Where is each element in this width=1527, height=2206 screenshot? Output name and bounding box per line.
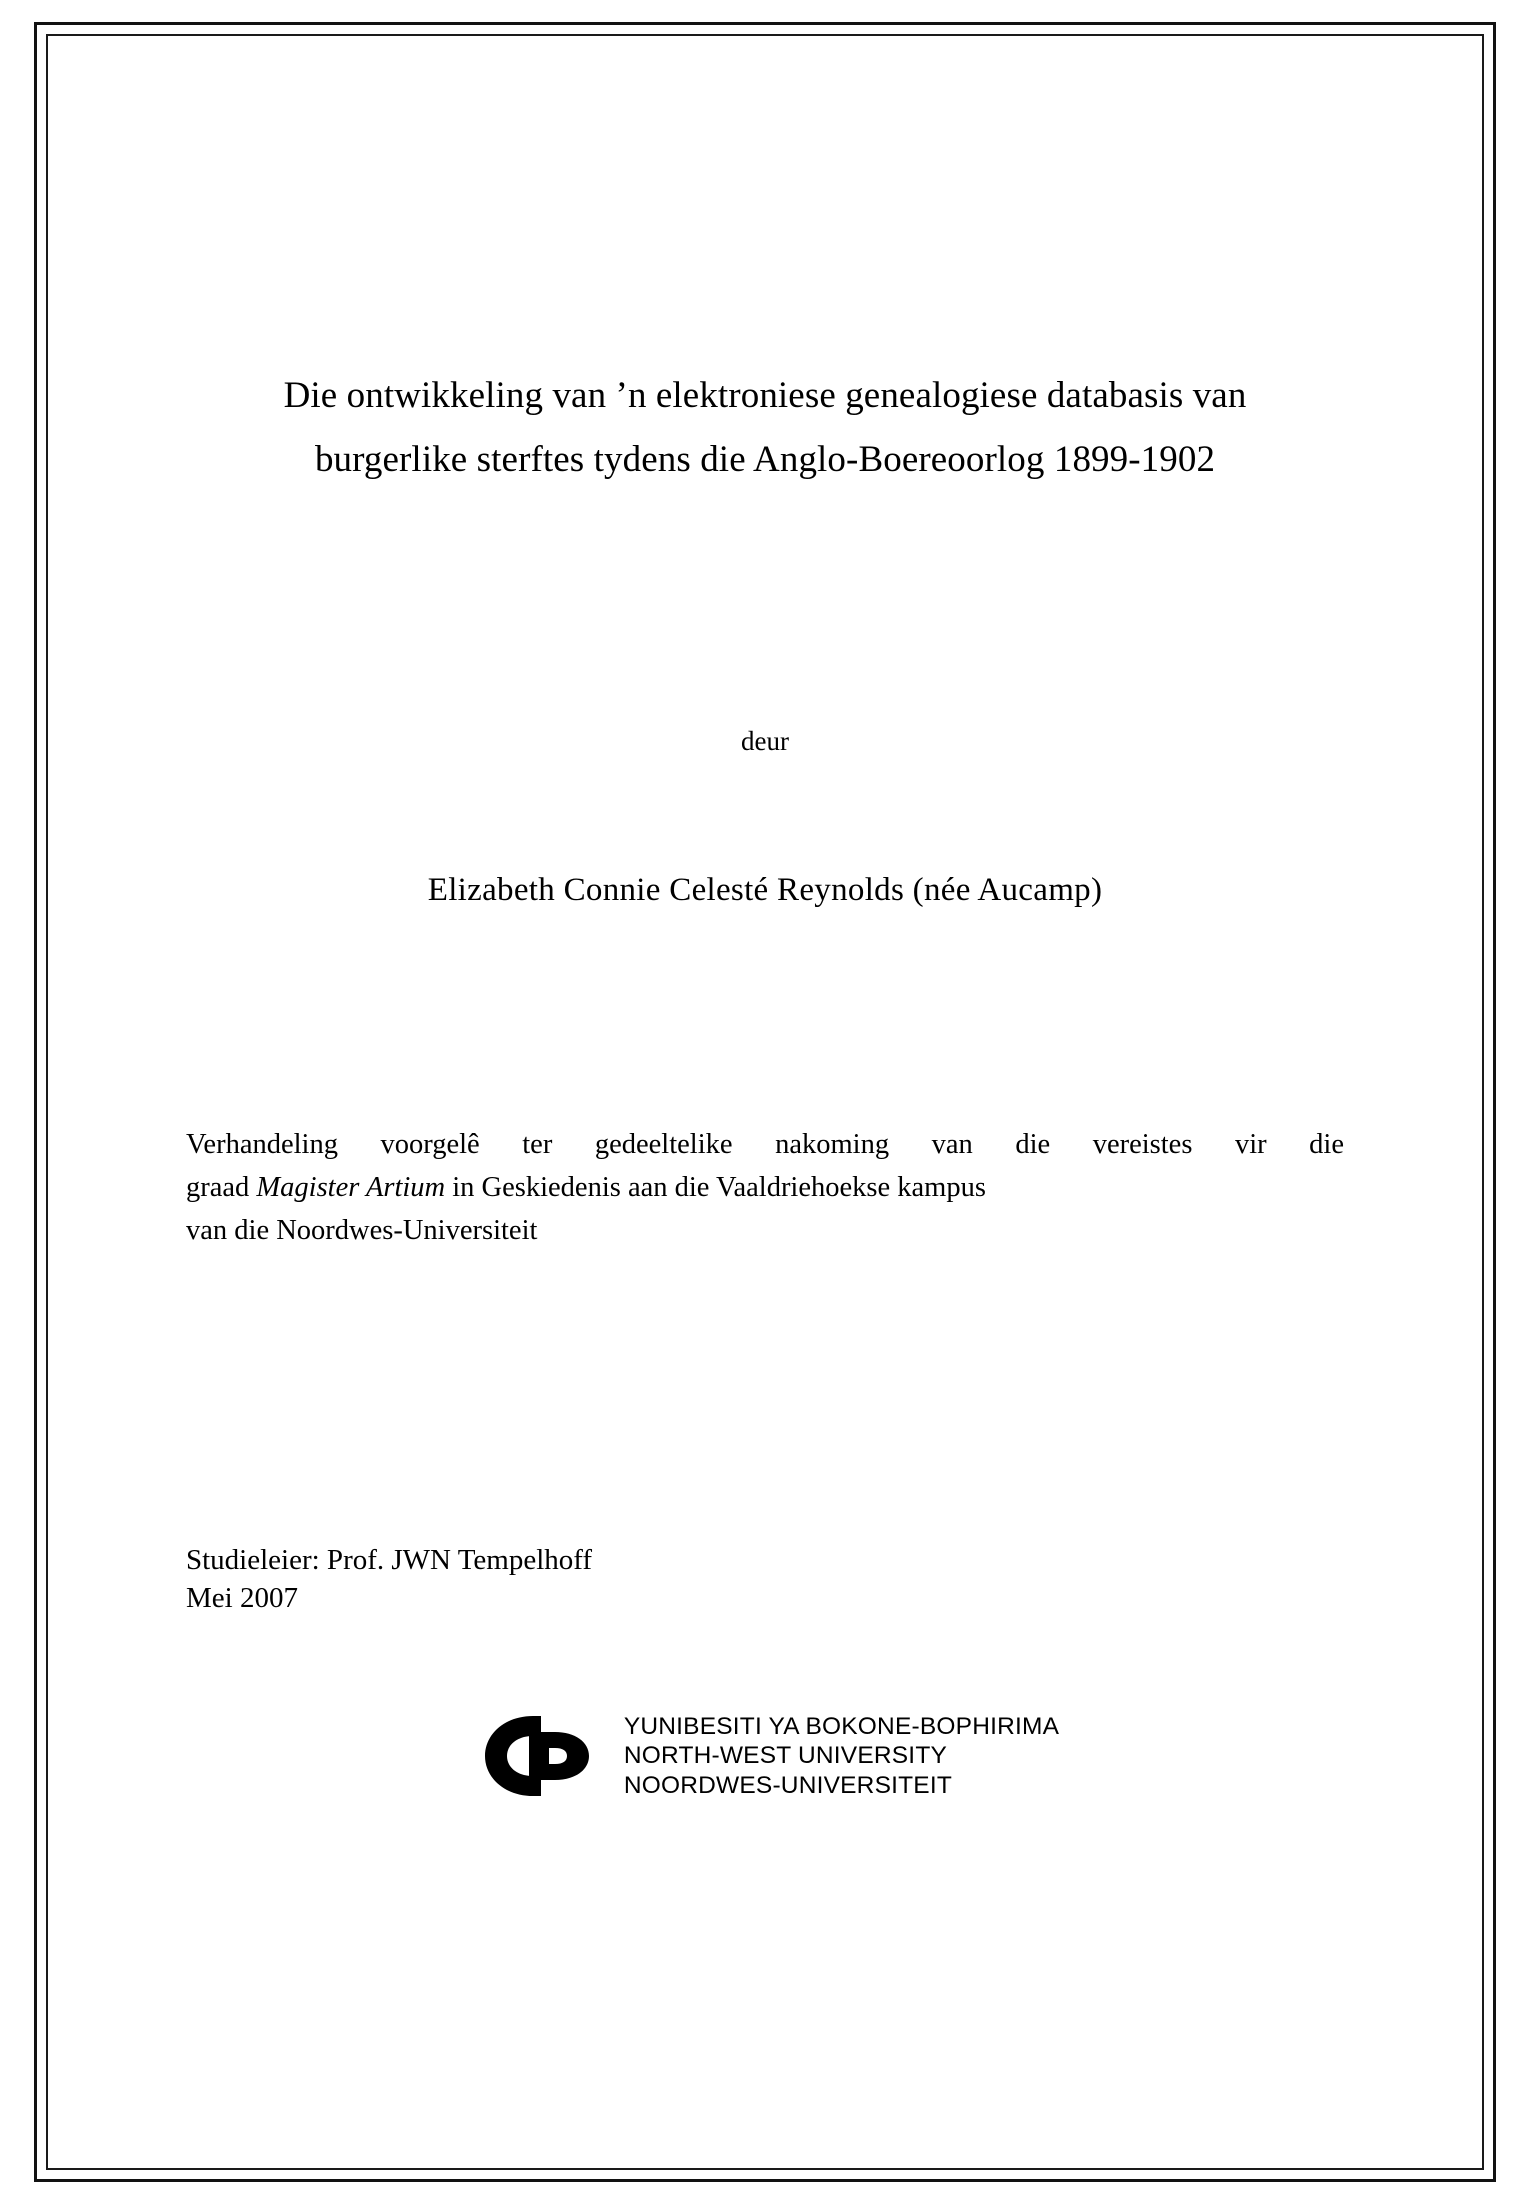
author-name: Elizabeth Connie Celesté Reynolds (née Aucamp) [427,872,1103,909]
supervisor-line: Studieleier: Prof. JWN Tempelhoff [186,1543,593,1576]
title-page-content [46,34,1484,2170]
logo-text-line-3: NOORDWES-UNIVERSITEIT [623,1771,952,1799]
logo-text-line-1: YUNIBESITI YA BOKONE-BOPHIRIMA [623,1713,1060,1741]
title-line-1: Die ontwikkeling van ’n elektroniese genealogiese databasis van [283,375,1247,416]
university-logo-text [624,1712,1059,1799]
university-logo [186,1710,1344,1802]
degree-statement-line-2-suffix: in Geskiedenis aan die Vaaldriehoekse kampus [445,1172,986,1203]
degree-statement-line-1: Verhandeling voorgelê ter gedeeltelike nakoming van die vereistes vir die [186,1129,1344,1161]
byline-label: deur [741,726,789,757]
supervisor-and-date [186,1541,1344,1618]
date-line: Mei 2007 [186,1581,298,1614]
logo-text-line-2: NORTH-WEST UNIVERSITY [623,1742,948,1770]
title-line-2: burgerlike sterftes tydens die Anglo-Boereoorlog 1899-1902 [314,438,1216,480]
north-west-university-logo-icon [471,1710,611,1802]
page-title [186,364,1344,491]
degree-statement-line-3: van die Noordwes-Universiteit [186,1214,538,1246]
degree-statement-line-2-prefix: graad [186,1172,257,1203]
degree-name-italic: Magister Artium [256,1172,446,1203]
degree-statement [186,1124,1344,1252]
degree-statement-line-2 [186,1167,1344,1210]
